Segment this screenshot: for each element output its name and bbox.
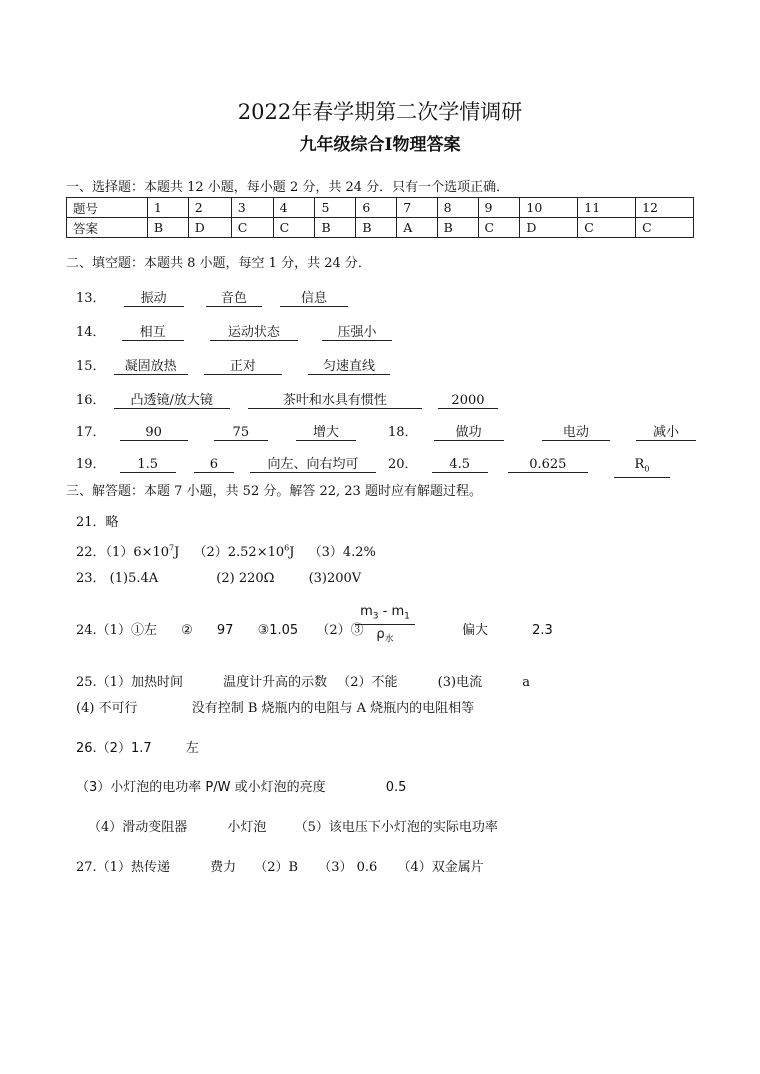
question-number: 18． [388,425,418,440]
q22 [76,541,376,560]
rho-symbol: ρ [376,626,385,642]
blank-answer: 正对 [204,359,282,375]
q17 [76,421,356,441]
q25-part7: 没有控制 B 烧瓶内的电阻与 A 烧瓶内的电阻相等 [191,701,475,716]
table-cell: C [578,218,636,238]
blank-answer: 6 [194,457,234,473]
blank-answer: 凸透镜/放大镜 [114,393,230,409]
table-cell: D [188,218,231,238]
numerator-term: m [391,604,405,619]
answer-table [66,197,694,238]
blank-answer: 信息 [280,291,348,307]
q13 [76,287,348,307]
question-number: 17． [76,425,106,440]
blank-answer: 75 [214,425,268,441]
blank-answer: 0.625 [508,457,588,473]
blank-answer [614,457,670,478]
q23-part1: 23． (1)5.4A [76,571,159,586]
q26-line1 [76,737,199,756]
answer-symbol-subscript: 0 [644,464,650,474]
blank-answer: 4.5 [432,457,488,473]
section3-heading: 三、解答题：本题 7 小题，共 52 分。解答 22, 23 题时应有解题过程。 [66,484,482,499]
table-cell: C [478,218,520,238]
table-cell: 11 [578,198,636,218]
table-cell: B [315,218,356,238]
table-cell: B [356,218,397,238]
blank-answer: 做功 [434,425,504,441]
density-fraction [355,604,415,644]
question-number: 20． [388,457,418,472]
q26-part5: （4）滑动变阻器 [88,820,188,835]
page-title: 2022年春学期第二次学情调研 [237,100,523,124]
numerator-term: m [360,604,373,619]
answer-symbol-r: R [634,457,645,472]
table-cell: 1 [147,198,188,218]
q27-part5: （4）双金属片 [397,860,484,875]
table-cell: 8 [437,198,478,218]
q25-part6: (4) 不可行 [76,701,138,716]
subscript: 3 [372,611,379,622]
fraction-numerator [355,604,415,625]
blank-answer: 茶叶和水具有惯性 [248,393,422,409]
blank-answer: 减小 [636,425,696,441]
q25-part2: 温度计升高的示数 [223,675,328,690]
table-cell: 10 [520,198,578,218]
q22-part1 [76,545,179,560]
blank-answer: 向左、向右均可 [250,457,376,473]
q24-part3: 97 [216,623,234,638]
q24-tail [462,619,553,638]
subscript: 1 [404,611,410,622]
q22-part2-value: （2）2.52×10 [193,545,285,560]
q25-part4: (3)电流 [437,675,483,690]
q16 [76,389,498,409]
question-number: 14． [76,325,106,340]
q26-part7: （5）该电压下小灯泡的实际电功率 [294,820,498,835]
table-cell: B [147,218,188,238]
table-cell: 7 [397,198,437,218]
row-label-question: 题号 [67,198,148,218]
blank-answer: 凝固放热 [114,359,188,375]
unit: J [289,545,295,560]
q15 [76,355,390,375]
table-cell: 2 [188,198,231,218]
blank-answer: 2000 [438,393,498,409]
question-number: 15． [76,359,106,374]
q20 [388,453,670,478]
q22-part3: （3）4.2% [308,545,376,560]
q19 [76,453,376,473]
table-cell: C [636,218,694,238]
q23-part3: (3)200V [308,571,362,586]
q18 [388,421,696,441]
q14 [76,321,392,341]
q27-part2: 费力 [210,860,237,875]
table-cell: 12 [636,198,694,218]
q27-part3: （2）B [254,860,299,875]
unit: J [174,545,180,560]
q24-part6: 偏大 [462,623,489,638]
table-cell: 9 [478,198,520,218]
q22-part1-value: 22．（1）6×10 [76,545,170,560]
exponent: 6 [284,543,290,553]
blank-answer: 相互 [122,325,184,341]
table-cell: 4 [273,198,315,218]
blank-answer: 电动 [542,425,610,441]
page-subtitle: 九年级综合Ⅰ物理答案 [299,135,461,155]
q26-part1: 26.（2）1.7 [76,741,152,756]
q22-part2 [193,545,294,560]
blank-answer: 振动 [124,291,184,307]
q24-part1: 24.（1）①左 [76,623,157,638]
exponent: 7 [169,543,175,553]
fraction-denominator [355,625,415,645]
q25-line2 [76,697,474,716]
table-cell: C [231,218,273,238]
table-cell: 5 [315,198,356,218]
q26-line3 [88,816,498,835]
q27-part4: （3） 0.6 [318,860,378,875]
blank-answer: 匀速直线 [308,359,390,375]
blank-answer: 压强小 [322,325,392,341]
table-cell: 3 [231,198,273,218]
blank-answer: 增大 [296,425,356,441]
table-cell: B [437,218,478,238]
q25-part5: a [522,675,530,690]
minus-sign: - [378,604,392,619]
q26-part4: 0.5 [385,780,407,795]
table-row-answers [67,218,694,238]
q26-part6: 小灯泡 [227,820,267,835]
table-cell: D [520,218,578,238]
question-number: 13． [76,291,106,306]
q24-part7: 2.3 [532,623,553,638]
subscript: 水 [384,634,394,645]
row-label-answer: 答案 [67,218,148,238]
q25-line1 [76,671,530,690]
q25-part1: 25.（1）加热时间 [76,675,183,690]
q25-part3: （2）不能 [337,675,398,690]
q27-part1: 27.（1）热传递 [76,860,170,875]
question-number: 19． [76,457,106,472]
section2-heading: 二、填空题：本题共 8 小题，每空 1 分，共 24 分． [66,256,371,271]
blank-answer: 运动状态 [210,325,298,341]
q23-part2: (2) 220Ω [216,571,275,586]
q26-part3: （3）小灯泡的电功率 P/W 或小灯泡的亮度 [76,780,326,795]
q24-part2: ② [181,623,193,638]
blank-answer: 1.5 [120,457,176,473]
blank-answer: 90 [120,425,188,441]
q23 [76,567,361,586]
q26-line2 [76,776,406,795]
table-row-question-numbers [67,198,694,218]
q24-part4: ③1.05 [257,623,299,638]
question-number: 16． [76,393,106,408]
q24-part5: （2）③ [316,623,364,638]
table-cell: A [397,218,437,238]
q24 [76,619,364,638]
section1-heading: 一、选择题：本题共 12 小题，每小题 2 分，共 24 分．只有一个选项正确． [66,180,510,195]
q26-part2: 左 [185,741,199,756]
table-cell: 6 [356,198,397,218]
blank-answer: 音色 [206,291,262,307]
table-cell: C [273,218,315,238]
q27 [76,856,484,875]
q21: 21．略 [76,515,119,530]
